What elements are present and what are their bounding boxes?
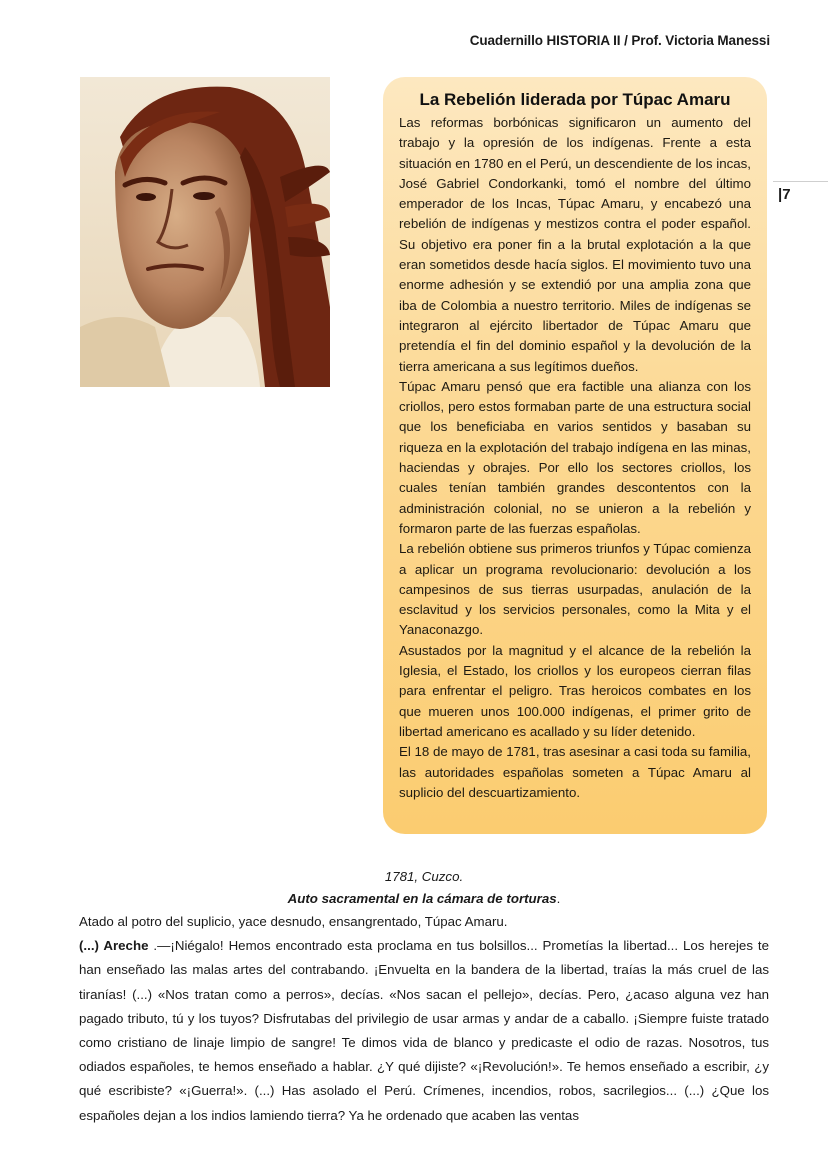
excerpt-title-text: Auto sacramental en la cámara de torturas — [287, 891, 557, 906]
speaker-name: (...) Areche — [79, 938, 149, 954]
tupac-amaru-portrait — [80, 77, 330, 387]
info-paragraph-5: El 18 de mayo de 1781, tras asesinar a casi toda su familia, las autoridades españolas someten a Túpac Amaru al suplicio del descuartizamiento. — [399, 744, 751, 800]
info-paragraph-1: Las reformas borbónicas significaron un aumento del trabajo y la opresión de los indígenas. Frente a esta situación en 1780 en el Perú, un descendiente de los incas, José Gabriel Condorkanki, tomó el nombre del último emperador de los Incas, Túpac Amaru, y encabezó una rebelión de indígenas y mestizos contra el poder español. Su objetivo era poner fin a la brutal explotación a la que eran sometidos desde hacía siglos. El movimiento tuvo una enorme adhesión y se extendió por una amplia zona que iba de Colombia a nuestro territorio. Miles de indígenas se integraron al ejército libertador de Túpac Amaru que pretendía el fin del dominio español y la devolución de la tierra americana a sus legítimos dueños. — [399, 115, 751, 374]
portrait-image — [80, 77, 330, 387]
excerpt-title — [79, 888, 769, 910]
excerpt-speech — [79, 934, 769, 1128]
page-number: |7 — [778, 186, 791, 203]
literary-excerpt — [79, 866, 769, 1128]
speech-text: .—¡Niégalo! Hemos encontrado esta proclama en tus bolsillos... Prometías la libertad... Los herejes te han enseñado las malas artes del contrabando. ¡Envuelta en la bandera de la libertad, traías la más cruel de las tiranías! (...) «Nos tratan como a perros», decías. «Nos sacan el pellejo», decías. Pero, ¿acaso alguna vez han pagado tributo, tú y los tuyos? Disfrutabas del privilegio de usar armas y andar de a caballo. ¡Siempre fuiste tratado como cristiano de linaje limpio de sangre! Te dimos vida de blanco y predicaste el odio de razas. Nosotros, tus odiados españoles, te hemos enseñado a hablar. ¿Y qué dijiste? «¡Revolución!». Te hemos enseñado a escribir, ¿y qué escribiste? «¡Guerra!». (...) Has asolado el Perú. Crímenes, incendios, robos, sacrilegios... (...) ¿Que los españoles dejan a los indios lamiendo tierra? Ya he ordenado que acaben las ventas — [79, 938, 769, 1123]
excerpt-title-period: . — [556, 891, 561, 906]
info-box-title: La Rebelión liderada por Túpac Amaru — [419, 90, 731, 109]
info-paragraph-4: Asustados por la magnitud y el alcance de la rebelión la Iglesia, el Estado, los criollos y los europeos cierran filas para enfrentar el peligro. Tras heroicos combates en los que mueren unos 100.000 indígenas, el primer grito de libertad americano es acallado y su líder detenido. — [399, 642, 751, 739]
page-number-divider — [773, 181, 828, 182]
page-header: Cuadernillo HISTORIA II / Prof. Victoria Manessi — [469, 33, 770, 48]
excerpt-intro: Atado al potro del suplicio, yace desnudo, ensangrentado, Túpac Amaru. — [79, 914, 508, 929]
info-paragraph-2: Túpac Amaru pensó que era factible una alianza con los criollos, pero estos formaban parte de una estructura social que los beneficiaba en varios sentidos y basaban su riqueza en la explotación del trabajo indígena en las minas, haciendas y obrajes. Por ello los sectores criollos, los cuales tenían también grandes descontentos con la administración colonial, no se unieron a la rebelión y formaron parte de las fuerzas españolas. — [399, 378, 751, 536]
excerpt-date-place: 1781, Cuzco. — [384, 869, 464, 884]
info-paragraph-3: La rebelión obtiene sus primeros triunfos y Túpac comienza a aplicar un programa revolucionario: devolución a los campesinos de sus tierras usurpadas, anulación de la esclavitud y los servicios personales, como la Mita y el Yanaconazgo. — [399, 541, 751, 638]
rebellion-info-box — [383, 77, 767, 834]
